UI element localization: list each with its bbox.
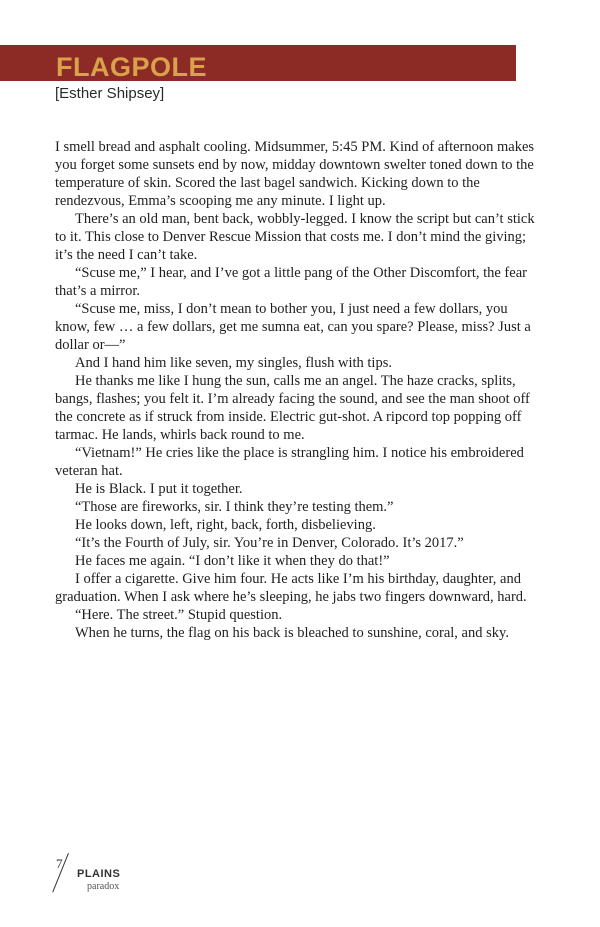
paragraph-9: “Those are fireworks, sir. I think they’re testing them.” (75, 499, 394, 515)
story-body (55, 138, 535, 642)
paragraph-14: “Here. The street.” Stupid question. (75, 607, 283, 623)
paragraph-12: He faces me again. “I don’t like it when they do that!” (75, 553, 390, 569)
magazine-logo-subtitle: paradox (87, 881, 120, 892)
paragraph-7: “Vietnam!” He cries like the place is strangling him. I notice his embroidered veteran hat. (55, 445, 524, 479)
magazine-logo-name: PLAINS (77, 868, 121, 880)
paragraph-13: I offer a cigarette. Give him four. He acts like I’m his birthday, daughter, and graduation. When I ask where he’s sleeping, he jabs two fingers downward, hard. (55, 571, 527, 605)
paragraph-3: “Scuse me,” I hear, and I’ve got a little pang of the Other Discomfort, the fear that’s a mirror. (55, 265, 527, 299)
paragraph-15: When he turns, the flag on his back is bleached to sunshine, coral, and sky. (75, 625, 509, 641)
author-byline: [Esther Shipsey] (55, 85, 165, 102)
paragraph-4: “Scuse me, miss, I don’t mean to bother you, I just need a few dollars, you know, few … a few dollars, get me sumna eat, can you spare? Please, miss? Just a dollar or—” (55, 301, 531, 353)
paragraph-2: There’s an old man, bent back, wobbly-legged. I know the script but can’t stick to it. This close to Denver Rescue Mission that costs me. I don’t mind the giving; it’s the need I can’t take. (55, 211, 535, 263)
paragraph-8: He is Black. I put it together. (75, 481, 243, 497)
page-number: 7 (56, 856, 63, 871)
paragraph-10: He looks down, left, right, back, forth, disbelieving. (75, 517, 376, 533)
paragraph-11: “It’s the Fourth of July, sir. You’re in Denver, Colorado. It’s 2017.” (75, 535, 464, 551)
page-title: FLAGPOLE (56, 52, 207, 82)
paragraph-6: He thanks me like I hung the sun, calls me an angel. The haze cracks, splits, bangs, flashes; you felt it. I’m already facing the sound, and see the man shoot off the concrete as if struck from inside. Electric gut-shot. A ripcord top popping off tarmac. He lands, whirls back round to me. (55, 373, 530, 443)
paragraph-1: I smell bread and asphalt cooling. Midsummer, 5:45 PM. Kind of afternoon makes you forget some sunsets end by now, midday downtown swelter toned down to the temperature of skin. Scored the last bagel sandwich. Kicking down to the rendezvous, Emma’s scooping me any minute. I light up. (55, 139, 535, 209)
paragraph-5: And I hand him like seven, my singles, flush with tips. (75, 355, 392, 371)
